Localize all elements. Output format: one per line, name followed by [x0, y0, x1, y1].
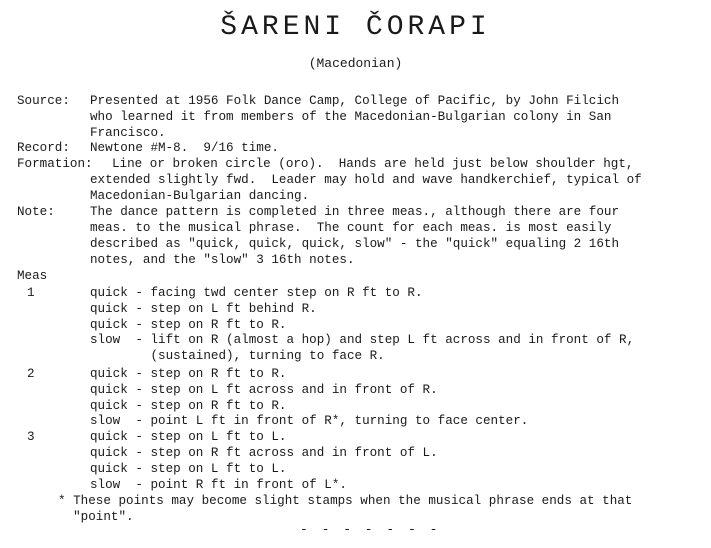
step-line: quick - step on R ft across and in front of L. — [90, 446, 438, 460]
step-line: quick - step on R ft to R. — [90, 399, 287, 413]
note-line: meas. to the musical phrase. The count for each meas. is most easily — [90, 221, 612, 235]
source-line: who learned it from members of the Macedonian-Bulgarian colony in San — [90, 110, 612, 124]
formation-line: extended slightly fwd. Leader may hold and wave handkerchief, typical of — [90, 173, 642, 187]
source-line: Presented at 1956 Folk Dance Camp, College of Pacific, by John Filcich — [90, 94, 620, 108]
source-line: Francisco. — [90, 126, 166, 140]
note-line: The dance pattern is completed in three meas., although there are four — [90, 205, 620, 219]
formation-line: Macedonian-Bulgarian dancing. — [90, 189, 310, 203]
record-text: Newtone #M-8. 9/16 time. — [90, 141, 279, 155]
measure-number: 1 — [27, 286, 35, 300]
source-label: Source: — [17, 94, 70, 108]
step-line: quick - step on R ft to R. — [90, 318, 287, 332]
step-line: quick - step on L ft behind R. — [90, 302, 317, 316]
record-label: Record: — [17, 141, 70, 155]
formation-label: Formation: — [17, 157, 93, 171]
measure-number: 3 — [27, 430, 35, 444]
dance-title: ŠARENI ČORAPI — [220, 12, 491, 43]
step-line: slow - point R ft in front of L*. — [90, 478, 347, 492]
footnote-line: "point". — [58, 510, 134, 524]
step-line: slow - point L ft in front of R*, turning to face center. — [90, 414, 529, 428]
step-line: (sustained), turning to face R. — [90, 349, 385, 363]
step-line: quick - step on R ft to R. — [90, 367, 287, 381]
end-rule: - - - - - - - — [300, 522, 441, 537]
formation-line: Line or broken circle (oro). Hands are held just below shoulder hgt, — [112, 157, 634, 171]
step-line: quick - step on L ft to L. — [90, 462, 287, 476]
footnote-line: * These points may become slight stamps when the musical phrase ends at that — [58, 494, 633, 508]
meas-header: Meas — [17, 269, 48, 283]
step-line: slow - lift on R (almost a hop) and step L ft across and in front of R, — [90, 333, 635, 347]
note-line: described as "quick, quick, quick, slow" - the "quick" equaling 2 16th — [90, 237, 620, 251]
measure-number: 2 — [27, 367, 35, 381]
note-line: notes, and the "slow" 3 16th notes. — [90, 253, 355, 267]
step-line: quick - step on L ft to L. — [90, 430, 287, 444]
dance-origin-subtitle: (Macedonian) — [308, 56, 403, 71]
step-line: quick - step on L ft across and in front of R. — [90, 383, 438, 397]
step-line: quick - facing twd center step on R ft to R. — [90, 286, 423, 300]
note-label: Note: — [17, 205, 55, 219]
